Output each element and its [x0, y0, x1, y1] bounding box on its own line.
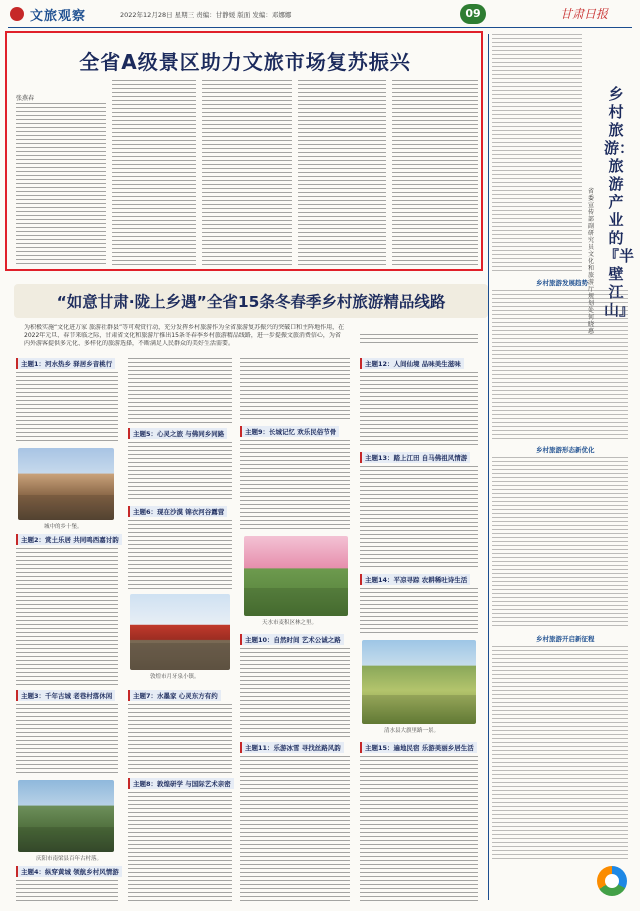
- route-text: [128, 792, 232, 904]
- feature-author: 省委宣传部副研究员 文化和旅游厅规划处 何晓惠: [588, 188, 595, 335]
- route-text: [128, 520, 232, 590]
- route-topic[interactable]: 主题1：河水热乡 驿居乡音桃行: [16, 358, 115, 369]
- page-number-badge: 09: [460, 4, 486, 24]
- route-topic[interactable]: 主题12：人间仙境 品味美生滋味: [360, 358, 464, 369]
- route-text: [128, 442, 232, 502]
- route-text: [16, 880, 118, 904]
- column-divider: [488, 34, 489, 900]
- route-text: [128, 358, 232, 424]
- route-topic[interactable]: 主题15：遍地民宿 乐游美丽乡居生活: [360, 742, 477, 753]
- route-topic[interactable]: 主题2：赏土乐居 共同鸣西嘉讨韵: [16, 534, 122, 545]
- photo-temple: [130, 594, 230, 670]
- route-topic[interactable]: 主题5：心灵之旅 与佛同乡同路: [128, 428, 227, 439]
- feature-title: 乡村旅游：旅游产业的『半壁江山』: [604, 85, 635, 319]
- banner-title[interactable]: “如意甘肃·陇上乡遇”全省15条冬春季乡村旅游精品线路: [56, 293, 446, 311]
- route-topic[interactable]: 主题14：平凉寻踪 农耕稀吐诗生活: [360, 574, 470, 585]
- route-text: [360, 466, 478, 570]
- newspaper-logo: 甘肃日报: [560, 7, 609, 21]
- route-text: [360, 756, 478, 904]
- photo-shade: [18, 827, 114, 852]
- section-title: 文旅观察: [30, 9, 87, 24]
- article-text-column: [112, 80, 196, 267]
- feature-text-column: [492, 646, 628, 860]
- photo-field: [362, 640, 476, 724]
- route-text: [240, 358, 350, 422]
- intro-line: 为积极实施“文化进万家 旅游社群县”等可观赏行动，充分发挥乡村旅游作为全省旅游复苏振兴的突破口和主阵地作用，在: [24, 324, 345, 331]
- route-text: [240, 648, 350, 738]
- article-text-column: [298, 80, 386, 267]
- route-topic[interactable]: 主题7：水墨家 心灵东方有约: [128, 690, 221, 701]
- route-topic[interactable]: 主题11：乐游冰雪 寻找丝路风韵: [240, 742, 344, 753]
- route-text: [360, 334, 478, 344]
- feature-subhead: 乡村旅游开启新征程: [536, 635, 595, 643]
- article-headline[interactable]: 全省A级景区助力文旅市场复苏振兴: [79, 50, 411, 74]
- route-text: [128, 704, 232, 774]
- photo-shade: [18, 495, 114, 520]
- photo-village: [18, 780, 114, 852]
- photo-caption: 天水市麦积区林之里。: [262, 620, 318, 626]
- route-topic[interactable]: 主题6：现在沙漠 锦衣河谷露营: [128, 506, 227, 517]
- route-text: [360, 588, 478, 636]
- feature-subhead: 乡村旅游发展趋势: [536, 279, 588, 287]
- route-topic[interactable]: 主题8：敦煌研学 与国际艺术亲密: [128, 778, 234, 789]
- route-text: [360, 372, 478, 448]
- intro-line: 2022年元旦、春节来临之际，甘肃省文化和旅游厅推出15条冬春季乡村旅游精品线路，进一步提振文旅消费信心，为省: [24, 332, 341, 339]
- article-text-column: [392, 80, 478, 267]
- intro-line: 内外游客提供多元化、多样化的旅游选择，不断满足人民群众的美好生活需要。: [24, 340, 235, 347]
- photo-shade: [362, 695, 476, 724]
- feature-text-column: [492, 290, 628, 440]
- route-topic[interactable]: 主题3：千年古城 老巷村落休闲: [16, 690, 115, 701]
- route-topic[interactable]: 主题10：自然时间 艺术公诚之路: [240, 634, 344, 645]
- route-text: [240, 440, 350, 530]
- feature-subhead: 乡村旅游形态新优化: [536, 446, 595, 454]
- photo-caption: 庆阳市南梁县百年古村落。: [36, 856, 103, 862]
- route-text: [16, 704, 118, 776]
- issue-meta: 2022年12月28日 星期三 责编：甘静媛 版面 发编：邓娜娜: [120, 11, 292, 19]
- article-text-column: [16, 103, 106, 267]
- photo-caption: 敦煌市月牙泉小镇。: [150, 674, 200, 680]
- photo-shade: [244, 588, 348, 616]
- photo-caption: 清水县大旗里路一景。: [384, 728, 440, 734]
- article-text-column: [202, 80, 292, 267]
- article-byline: 张燕春: [16, 95, 35, 102]
- photo-town: [18, 448, 114, 520]
- route-topic[interactable]: 主题4：纵穿黄城 领航乡村风情游: [16, 866, 122, 877]
- route-topic[interactable]: 主题9：长城记忆 欢乐民俗节骨: [240, 426, 339, 437]
- header-rule: [8, 27, 632, 28]
- route-topic[interactable]: 主题13：踏上江田 自马佛祖风情游: [360, 452, 470, 463]
- route-text: [240, 756, 350, 904]
- app-logo-icon: [597, 866, 627, 896]
- route-text: [16, 372, 118, 444]
- feature-text-column: [492, 457, 628, 629]
- section-badge-icon: [10, 7, 24, 21]
- photo-caption: 城中的乡十堡。: [44, 524, 83, 530]
- route-text: [16, 548, 118, 686]
- page-header: [0, 0, 640, 28]
- feature-text-column: [492, 34, 582, 274]
- photo-shade: [130, 643, 230, 670]
- photo-flowers: [244, 536, 348, 616]
